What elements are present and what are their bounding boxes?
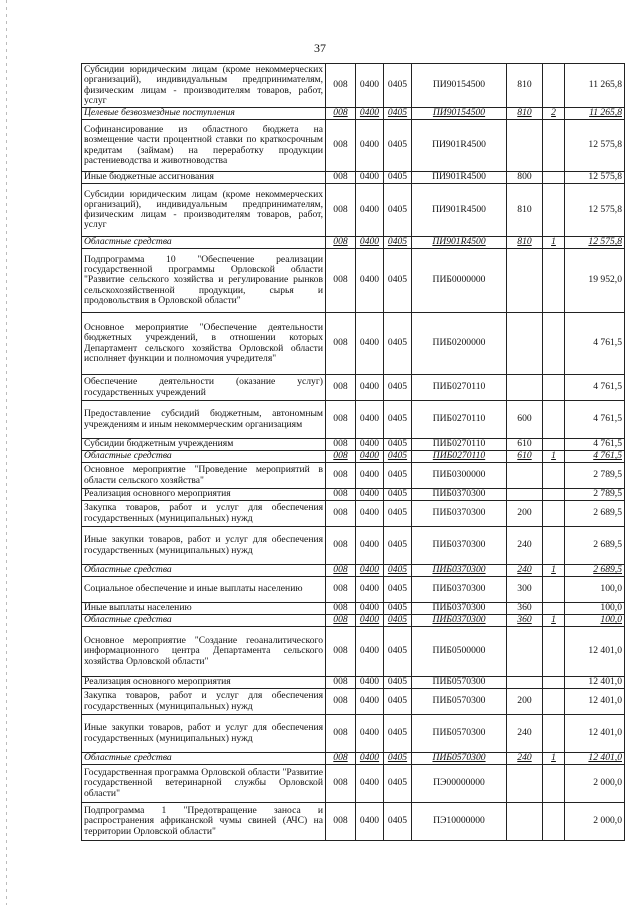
code-podrazdel-cell: 0405 xyxy=(384,108,412,120)
code-source-cell xyxy=(543,401,565,439)
code-grbs-cell: 008 xyxy=(326,172,356,184)
table-row-funding-source xyxy=(82,565,625,577)
amount-cell: 12 575,8 xyxy=(565,237,625,249)
code-expense-type-cell xyxy=(507,765,543,803)
amount-cell: 19 952,0 xyxy=(565,249,625,313)
table-row xyxy=(82,627,625,677)
code-expense-type-cell: 610 xyxy=(507,451,543,463)
code-podrazdel-cell: 0405 xyxy=(384,577,412,603)
scan-edge-mark xyxy=(6,0,7,905)
code-grbs-cell: 008 xyxy=(326,249,356,313)
code-target-article-cell: ПИ901R4500 xyxy=(412,184,507,237)
code-source-cell xyxy=(543,184,565,237)
code-target-article-cell: ПИ90154500 xyxy=(412,64,507,108)
code-source-cell xyxy=(543,627,565,677)
code-target-article-cell: ПИБ0370300 xyxy=(412,501,507,527)
amount-cell: 2 000,0 xyxy=(565,803,625,841)
amount-cell: 11 265,8 xyxy=(565,108,625,120)
code-expense-type-cell: 810 xyxy=(507,237,543,249)
code-razdel-cell: 0400 xyxy=(356,184,384,237)
code-podrazdel-cell: 0405 xyxy=(384,172,412,184)
table-row-funding-source xyxy=(82,451,625,463)
amount-cell: 2 000,0 xyxy=(565,765,625,803)
amount-cell: 4 761,5 xyxy=(565,375,625,401)
code-source-cell xyxy=(543,463,565,489)
code-source-cell xyxy=(543,313,565,375)
code-target-article-cell: ПИБ0270110 xyxy=(412,375,507,401)
code-expense-type-cell: 240 xyxy=(507,565,543,577)
code-target-article-cell: ПИБ0570300 xyxy=(412,753,507,765)
code-target-article-cell: ПИБ0270110 xyxy=(412,439,507,451)
code-razdel-cell: 0400 xyxy=(356,501,384,527)
code-razdel-cell: 0400 xyxy=(356,249,384,313)
code-razdel-cell: 0400 xyxy=(356,527,384,565)
code-target-article-cell: ПИБ0000000 xyxy=(412,249,507,313)
code-razdel-cell: 0400 xyxy=(356,753,384,765)
code-grbs-cell: 008 xyxy=(326,765,356,803)
table-row-funding-source xyxy=(82,753,625,765)
code-source-cell xyxy=(543,689,565,715)
item-name-cell: Основное мероприятие "Создание геоаналитического информационного центра Департамента сельского хозяйства Орловской области" xyxy=(82,627,326,677)
code-podrazdel-cell: 0405 xyxy=(384,765,412,803)
code-target-article-cell: ПИБ0370300 xyxy=(412,603,507,615)
code-grbs-cell: 008 xyxy=(326,313,356,375)
amount-cell: 2 689,5 xyxy=(565,565,625,577)
amount-cell: 12 575,8 xyxy=(565,120,625,172)
code-razdel-cell: 0400 xyxy=(356,375,384,401)
code-grbs-cell: 008 xyxy=(326,120,356,172)
item-name-cell: Подпрограмма 10 "Обеспечение реализации государственной программы Орловской области "Развитие сельского хозяйства и регулирование рынков сельскохозяйственной продукции, сырья и продовольствия в Орловской области" xyxy=(82,249,326,313)
code-source-cell xyxy=(543,577,565,603)
code-podrazdel-cell: 0405 xyxy=(384,463,412,489)
amount-cell: 100,0 xyxy=(565,615,625,627)
code-expense-type-cell: 300 xyxy=(507,577,543,603)
code-grbs-cell: 008 xyxy=(326,689,356,715)
code-podrazdel-cell: 0405 xyxy=(384,451,412,463)
code-source-cell xyxy=(543,501,565,527)
code-razdel-cell: 0400 xyxy=(356,172,384,184)
code-source-cell xyxy=(543,603,565,615)
item-name-cell: Предоставление субсидий бюджетным, автономным учреждениям и иным некоммерческим организациям xyxy=(82,401,326,439)
item-name-cell: Областные средства xyxy=(82,237,326,249)
amount-cell: 4 761,5 xyxy=(565,313,625,375)
code-podrazdel-cell: 0405 xyxy=(384,120,412,172)
code-razdel-cell: 0400 xyxy=(356,565,384,577)
item-name-cell: Областные средства xyxy=(82,753,326,765)
code-razdel-cell: 0400 xyxy=(356,677,384,689)
code-target-article-cell: ПИБ0370300 xyxy=(412,527,507,565)
code-podrazdel-cell: 0405 xyxy=(384,715,412,753)
amount-cell: 4 761,5 xyxy=(565,439,625,451)
item-name-cell: Закупка товаров, работ и услуг для обеспечения государственных (муниципальных) нужд xyxy=(82,501,326,527)
code-expense-type-cell xyxy=(507,803,543,841)
code-target-article-cell: ПИ901R4500 xyxy=(412,120,507,172)
code-expense-type-cell: 810 xyxy=(507,64,543,108)
code-target-article-cell: ПИБ0270110 xyxy=(412,401,507,439)
code-grbs-cell: 008 xyxy=(326,237,356,249)
code-grbs-cell: 008 xyxy=(326,715,356,753)
code-podrazdel-cell: 0405 xyxy=(384,689,412,715)
amount-cell: 12 401,0 xyxy=(565,689,625,715)
code-source-cell xyxy=(543,715,565,753)
code-grbs-cell: 008 xyxy=(326,615,356,627)
code-expense-type-cell xyxy=(507,489,543,501)
code-target-article-cell: ПИБ0570300 xyxy=(412,689,507,715)
item-name-cell: Иные закупки товаров, работ и услуг для обеспечения государственных (муниципальных) нужд xyxy=(82,715,326,753)
table-row xyxy=(82,765,625,803)
code-razdel-cell: 0400 xyxy=(356,313,384,375)
item-name-cell: Субсидии юридическим лицам (кроме некоммерческих организаций), индивидуальным предпринимателям, физическим лицам - производителям товаров, работ, услуг xyxy=(82,64,326,108)
code-grbs-cell: 008 xyxy=(326,375,356,401)
code-grbs-cell: 008 xyxy=(326,803,356,841)
code-grbs-cell: 008 xyxy=(326,603,356,615)
amount-cell: 2 789,5 xyxy=(565,489,625,501)
item-name-cell: Обеспечение деятельности (оказание услуг) государственных учреждений xyxy=(82,375,326,401)
code-razdel-cell: 0400 xyxy=(356,451,384,463)
code-grbs-cell: 008 xyxy=(326,451,356,463)
code-razdel-cell: 0400 xyxy=(356,401,384,439)
code-razdel-cell: 0400 xyxy=(356,603,384,615)
code-razdel-cell: 0400 xyxy=(356,715,384,753)
code-expense-type-cell: 610 xyxy=(507,439,543,451)
code-podrazdel-cell: 0405 xyxy=(384,184,412,237)
code-expense-type-cell xyxy=(507,463,543,489)
table-row xyxy=(82,172,625,184)
code-target-article-cell: ПЭ00000000 xyxy=(412,765,507,803)
code-source-cell xyxy=(543,249,565,313)
code-source-cell: 1 xyxy=(543,615,565,627)
item-name-cell: Субсидии юридическим лицам (кроме некоммерческих организаций), индивидуальным предпринимателям, физическим лицам - производителям товаров, работ, услуг xyxy=(82,184,326,237)
code-razdel-cell: 0400 xyxy=(356,237,384,249)
amount-cell: 12 575,8 xyxy=(565,172,625,184)
table-row xyxy=(82,803,625,841)
code-razdel-cell: 0400 xyxy=(356,765,384,803)
code-target-article-cell: ПЭ10000000 xyxy=(412,803,507,841)
code-expense-type-cell: 240 xyxy=(507,715,543,753)
table-row-funding-source xyxy=(82,108,625,120)
code-podrazdel-cell: 0405 xyxy=(384,249,412,313)
amount-cell: 2 689,5 xyxy=(565,527,625,565)
table-row xyxy=(82,603,625,615)
code-expense-type-cell: 200 xyxy=(507,501,543,527)
code-grbs-cell: 008 xyxy=(326,577,356,603)
code-source-cell xyxy=(543,803,565,841)
code-grbs-cell: 008 xyxy=(326,501,356,527)
code-source-cell xyxy=(543,677,565,689)
item-name-cell: Субсидии бюджетным учреждениям xyxy=(82,439,326,451)
code-podrazdel-cell: 0405 xyxy=(384,64,412,108)
code-podrazdel-cell: 0405 xyxy=(384,439,412,451)
table-row xyxy=(82,489,625,501)
code-source-cell: 2 xyxy=(543,108,565,120)
budget-table xyxy=(81,63,625,841)
item-name-cell: Реализация основного мероприятия xyxy=(82,489,326,501)
item-name-cell: Иные выплаты населению xyxy=(82,603,326,615)
item-name-cell: Реализация основного мероприятия xyxy=(82,677,326,689)
code-expense-type-cell: 240 xyxy=(507,527,543,565)
table-row xyxy=(82,120,625,172)
table-row xyxy=(82,184,625,237)
code-source-cell: 1 xyxy=(543,237,565,249)
item-name-cell: Основное мероприятие "Проведение мероприятий в области сельского хозяйства" xyxy=(82,463,326,489)
code-grbs-cell: 008 xyxy=(326,184,356,237)
code-podrazdel-cell: 0405 xyxy=(384,753,412,765)
code-podrazdel-cell: 0405 xyxy=(384,677,412,689)
amount-cell: 2 689,5 xyxy=(565,501,625,527)
code-source-cell: 1 xyxy=(543,565,565,577)
code-grbs-cell: 008 xyxy=(326,677,356,689)
code-grbs-cell: 008 xyxy=(326,439,356,451)
code-target-article-cell: ПИ901R4500 xyxy=(412,172,507,184)
table-row xyxy=(82,689,625,715)
amount-cell: 100,0 xyxy=(565,603,625,615)
item-name-cell: Иные закупки товаров, работ и услуг для обеспечения государственных (муниципальных) нужд xyxy=(82,527,326,565)
table-row xyxy=(82,439,625,451)
code-expense-type-cell: 810 xyxy=(507,184,543,237)
item-name-cell: Подпрограмма 1 "Предотвращение заноса и распространения африканской чумы свиней (АЧС) на территории Орловской области" xyxy=(82,803,326,841)
code-source-cell: 1 xyxy=(543,451,565,463)
code-razdel-cell: 0400 xyxy=(356,463,384,489)
code-target-article-cell: ПИБ0370300 xyxy=(412,565,507,577)
table-row xyxy=(82,677,625,689)
item-name-cell: Областные средства xyxy=(82,451,326,463)
code-podrazdel-cell: 0405 xyxy=(384,375,412,401)
table-row-funding-source xyxy=(82,615,625,627)
table-row xyxy=(82,527,625,565)
code-razdel-cell: 0400 xyxy=(356,615,384,627)
code-grbs-cell: 008 xyxy=(326,108,356,120)
item-name-cell: Закупка товаров, работ и услуг для обеспечения государственных (муниципальных) нужд xyxy=(82,689,326,715)
item-name-cell: Областные средства xyxy=(82,565,326,577)
item-name-cell: Софинансирование из областного бюджета на возмещение части процентной ставки по краткосрочным кредитам (займам) на переработку продукции растениеводства и животноводства xyxy=(82,120,326,172)
code-razdel-cell: 0400 xyxy=(356,689,384,715)
amount-cell: 12 401,0 xyxy=(565,753,625,765)
code-grbs-cell: 008 xyxy=(326,64,356,108)
code-target-article-cell: ПИБ0500000 xyxy=(412,627,507,677)
table-row xyxy=(82,501,625,527)
item-name-cell: Социальное обеспечение и иные выплаты населению xyxy=(82,577,326,603)
amount-cell: 100,0 xyxy=(565,577,625,603)
amount-cell: 4 761,5 xyxy=(565,401,625,439)
code-podrazdel-cell: 0405 xyxy=(384,237,412,249)
item-name-cell: Основное мероприятие "Обеспечение деятельности бюджетных учреждений, в отношении которых Департамент сельского хозяйства Орловской области исполняет функции и полномочия учредителя" xyxy=(82,313,326,375)
code-target-article-cell: ПИ90154500 xyxy=(412,108,507,120)
code-source-cell xyxy=(543,527,565,565)
code-target-article-cell: ПИБ0270110 xyxy=(412,451,507,463)
code-expense-type-cell xyxy=(507,375,543,401)
amount-cell: 12 401,0 xyxy=(565,715,625,753)
code-podrazdel-cell: 0405 xyxy=(384,489,412,501)
amount-cell: 4 761,5 xyxy=(565,451,625,463)
amount-cell: 12 575,8 xyxy=(565,184,625,237)
code-razdel-cell: 0400 xyxy=(356,627,384,677)
code-podrazdel-cell: 0405 xyxy=(384,803,412,841)
table-row xyxy=(82,375,625,401)
table-row xyxy=(82,401,625,439)
amount-cell: 12 401,0 xyxy=(565,677,625,689)
code-podrazdel-cell: 0405 xyxy=(384,615,412,627)
code-expense-type-cell xyxy=(507,249,543,313)
code-expense-type-cell: 360 xyxy=(507,603,543,615)
code-target-article-cell: ПИБ0200000 xyxy=(412,313,507,375)
code-source-cell xyxy=(543,489,565,501)
code-grbs-cell: 008 xyxy=(326,463,356,489)
code-razdel-cell: 0400 xyxy=(356,64,384,108)
table-row xyxy=(82,715,625,753)
code-expense-type-cell: 800 xyxy=(507,172,543,184)
code-expense-type-cell: 810 xyxy=(507,108,543,120)
item-name-cell: Областные средства xyxy=(82,615,326,627)
code-podrazdel-cell: 0405 xyxy=(384,501,412,527)
code-razdel-cell: 0400 xyxy=(356,489,384,501)
table-row xyxy=(82,577,625,603)
code-podrazdel-cell: 0405 xyxy=(384,313,412,375)
table-row-funding-source xyxy=(82,237,625,249)
code-expense-type-cell: 200 xyxy=(507,689,543,715)
code-target-article-cell: ПИБ0300000 xyxy=(412,463,507,489)
code-razdel-cell: 0400 xyxy=(356,803,384,841)
code-target-article-cell: ПИБ0370300 xyxy=(412,577,507,603)
code-grbs-cell: 008 xyxy=(326,627,356,677)
code-expense-type-cell xyxy=(507,677,543,689)
budget-table-body xyxy=(82,64,625,841)
table-row xyxy=(82,64,625,108)
code-expense-type-cell: 360 xyxy=(507,615,543,627)
code-target-article-cell: ПИБ0370300 xyxy=(412,615,507,627)
code-source-cell xyxy=(543,439,565,451)
amount-cell: 2 789,5 xyxy=(565,463,625,489)
code-expense-type-cell: 600 xyxy=(507,401,543,439)
code-target-article-cell: ПИБ0570300 xyxy=(412,677,507,689)
code-razdel-cell: 0400 xyxy=(356,439,384,451)
code-podrazdel-cell: 0405 xyxy=(384,627,412,677)
code-source-cell xyxy=(543,64,565,108)
item-name-cell: Иные бюджетные ассигнования xyxy=(82,172,326,184)
code-expense-type-cell: 240 xyxy=(507,753,543,765)
code-grbs-cell: 008 xyxy=(326,489,356,501)
table-row xyxy=(82,463,625,489)
code-podrazdel-cell: 0405 xyxy=(384,603,412,615)
amount-cell: 12 401,0 xyxy=(565,627,625,677)
code-grbs-cell: 008 xyxy=(326,527,356,565)
code-podrazdel-cell: 0405 xyxy=(384,565,412,577)
code-target-article-cell: ПИ901R4500 xyxy=(412,237,507,249)
code-source-cell xyxy=(543,172,565,184)
code-podrazdel-cell: 0405 xyxy=(384,527,412,565)
code-source-cell: 1 xyxy=(543,753,565,765)
code-grbs-cell: 008 xyxy=(326,401,356,439)
code-target-article-cell: ПИБ0370300 xyxy=(412,489,507,501)
code-razdel-cell: 0400 xyxy=(356,120,384,172)
code-podrazdel-cell: 0405 xyxy=(384,401,412,439)
item-name-cell: Государственная программа Орловской области "Развитие государственной ветеринарной службы Орловской области" xyxy=(82,765,326,803)
code-grbs-cell: 008 xyxy=(326,565,356,577)
code-source-cell xyxy=(543,375,565,401)
code-target-article-cell: ПИБ0570300 xyxy=(412,715,507,753)
code-expense-type-cell xyxy=(507,313,543,375)
amount-cell: 11 265,8 xyxy=(565,64,625,108)
table-row xyxy=(82,249,625,313)
code-grbs-cell: 008 xyxy=(326,753,356,765)
code-razdel-cell: 0400 xyxy=(356,577,384,603)
page-number: 37 xyxy=(314,41,326,55)
code-expense-type-cell xyxy=(507,120,543,172)
code-expense-type-cell xyxy=(507,627,543,677)
code-razdel-cell: 0400 xyxy=(356,108,384,120)
item-name-cell: Целевые безвозмездные поступления xyxy=(82,108,326,120)
table-row xyxy=(82,313,625,375)
code-source-cell xyxy=(543,120,565,172)
code-source-cell xyxy=(543,765,565,803)
